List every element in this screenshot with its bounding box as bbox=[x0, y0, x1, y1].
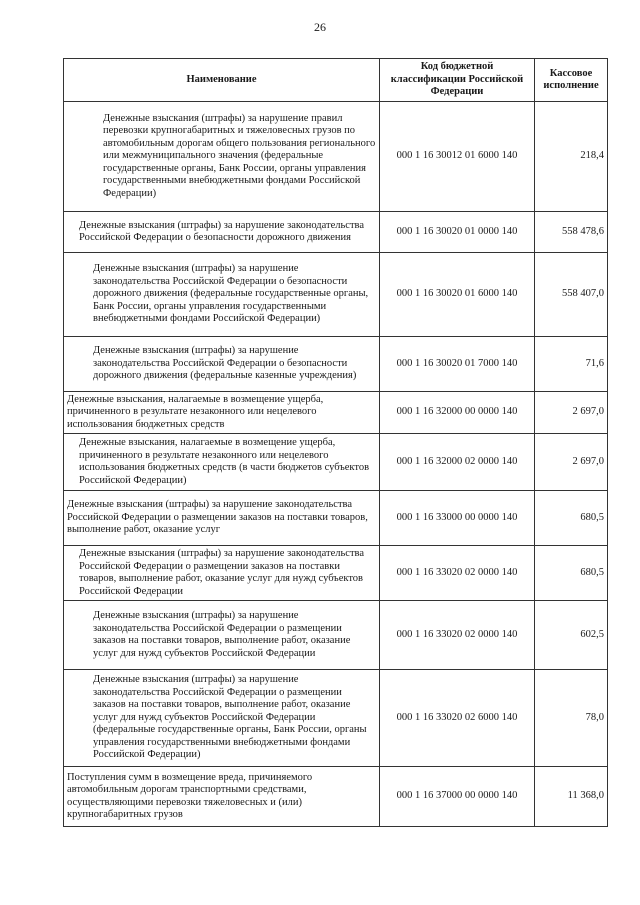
row-name-cell bbox=[64, 670, 380, 767]
row-name-cell bbox=[64, 434, 380, 491]
row-code: 000 1 16 33020 02 0000 140 bbox=[380, 601, 535, 670]
row-name-cell bbox=[64, 767, 380, 827]
row-name: Денежные взыскания (штрафы) за нарушение законодательства Российской Федерации о размещении заказов на поставки товаров, выполнение работ, оказание услуг для нужд субъектов Российской Федерации bbox=[93, 610, 351, 659]
row-name-cell bbox=[64, 337, 380, 392]
row-name: Денежные взыскания (штрафы) за нарушение законодательства Российской Федерации о безопасности дорожного движения bbox=[79, 219, 365, 243]
row-amount: 2 697,0 bbox=[535, 434, 608, 491]
row-amount: 558 407,0 bbox=[535, 253, 608, 337]
header-code: Код бюджетной классификации Российской Федерации bbox=[380, 59, 535, 102]
row-name-cell bbox=[64, 253, 380, 337]
table-row bbox=[64, 434, 608, 491]
row-name: Денежные взыскания (штрафы) за нарушение законодательства Российской Федерации о размещении заказов на поставки товаров, выполнение работ, оказание услуг для нужд субъектов Российской Федерации bbox=[79, 548, 365, 597]
table-body bbox=[64, 102, 608, 827]
row-amount: 78,0 bbox=[535, 670, 608, 767]
budget-table bbox=[63, 58, 608, 827]
table-row bbox=[64, 392, 608, 434]
header-amount: Кассовое исполнение bbox=[535, 59, 608, 102]
row-name: Денежные взыскания, налагаемые в возмещение ущерба, причиненного в результате незаконного или нецелевого использования бюджетных средств bbox=[67, 393, 324, 430]
row-name: Денежные взыскания (штрафы) за нарушение законодательства Российской Федерации о размещении заказов на поставки товаров, выполнение работ, оказание услуг bbox=[67, 499, 368, 536]
row-code: 000 1 16 33020 02 6000 140 bbox=[380, 670, 535, 767]
row-amount: 218,4 bbox=[535, 102, 608, 212]
table-header-row bbox=[64, 59, 608, 102]
table-row bbox=[64, 670, 608, 767]
row-code: 000 1 16 32000 00 0000 140 bbox=[380, 392, 535, 434]
row-name: Денежные взыскания (штрафы) за нарушение правил перевозки крупногабаритных и тяжеловесных грузов по автомобильным дорогам общего пользования регионального или межмуниципального значения (федеральные государственные органы, Банк России, органы управления государственными внебюджетными фондами Российской Федерации) bbox=[103, 112, 376, 199]
table-row bbox=[64, 253, 608, 337]
row-name: Денежные взыскания, налагаемые в возмещение ущерба, причиненного в результате незаконного или нецелевого использования бюджетных средств (в части бюджетов субъектов Российской Федерации) bbox=[79, 437, 370, 486]
row-code: 000 1 16 30012 01 6000 140 bbox=[380, 102, 535, 212]
row-name-cell bbox=[64, 212, 380, 253]
row-code: 000 1 16 33000 00 0000 140 bbox=[380, 491, 535, 546]
row-amount: 680,5 bbox=[535, 491, 608, 546]
row-name-cell bbox=[64, 601, 380, 670]
row-name-cell bbox=[64, 102, 380, 212]
row-code: 000 1 16 30020 01 7000 140 bbox=[380, 337, 535, 392]
row-code: 000 1 16 32000 02 0000 140 bbox=[380, 434, 535, 491]
row-amount: 558 478,6 bbox=[535, 212, 608, 253]
table-row bbox=[64, 767, 608, 827]
table-row bbox=[64, 601, 608, 670]
row-code: 000 1 16 33020 02 0000 140 bbox=[380, 546, 535, 601]
row-name: Денежные взыскания (штрафы) за нарушение законодательства Российской Федерации о размещении заказов на поставки товаров, выполнение работ, оказание услуг для нужд субъектов Российской Федерации (федеральные государственные органы, Банк России, органы управления государственными внебюджетными фондами Российской Федерации) bbox=[93, 674, 367, 761]
row-code: 000 1 16 37000 00 0000 140 bbox=[380, 767, 535, 827]
row-amount: 602,5 bbox=[535, 601, 608, 670]
row-name: Поступления сумм в возмещение вреда, причиняемого автомобильным дорогам транспортными средствами, осуществляющими перевозки тяжеловесных и (или) крупногабаритных грузов bbox=[67, 771, 313, 820]
table-row bbox=[64, 212, 608, 253]
header-name: Наименование bbox=[64, 59, 380, 102]
row-code: 000 1 16 30020 01 6000 140 bbox=[380, 253, 535, 337]
row-amount: 71,6 bbox=[535, 337, 608, 392]
row-name-cell bbox=[64, 546, 380, 601]
row-name: Денежные взыскания (штрафы) за нарушение законодательства Российской Федерации о безопасности дорожного движения (федеральные казенные учреждения) bbox=[93, 345, 357, 382]
row-amount: 2 697,0 bbox=[535, 392, 608, 434]
table-row bbox=[64, 337, 608, 392]
table-row bbox=[64, 102, 608, 212]
row-name-cell bbox=[64, 392, 380, 434]
page-number: 26 bbox=[314, 20, 326, 34]
row-amount: 680,5 bbox=[535, 546, 608, 601]
row-code: 000 1 16 30020 01 0000 140 bbox=[380, 212, 535, 253]
table-row bbox=[64, 491, 608, 546]
row-amount: 11 368,0 bbox=[535, 767, 608, 827]
row-name: Денежные взыскания (штрафы) за нарушение законодательства Российской Федерации о безопасности дорожного движения (федеральные государственные органы, Банк России, органы управления государственными внебюджетными фондами Российской Федерации) bbox=[93, 263, 369, 325]
table-row bbox=[64, 546, 608, 601]
row-name-cell bbox=[64, 491, 380, 546]
